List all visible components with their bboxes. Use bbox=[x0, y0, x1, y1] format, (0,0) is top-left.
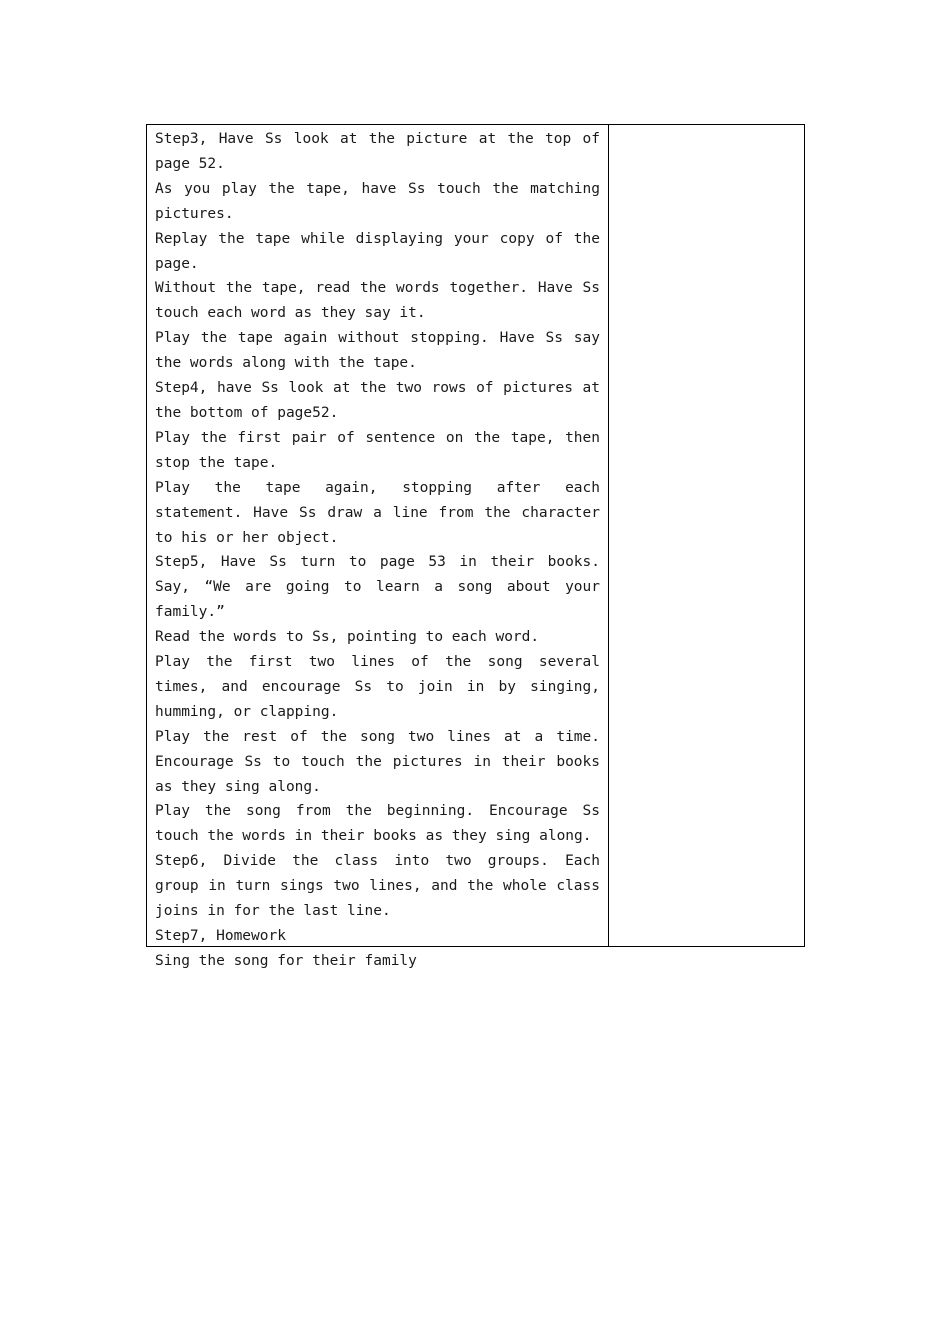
step5-from-beginning: Play the song from the beginning. Encourage Ss touch the words in their books as they sing along. bbox=[155, 803, 600, 845]
step4-intro: Step4, have Ss look at the two rows of pictures at the bottom of page52. bbox=[155, 380, 600, 421]
teaching-steps-cell bbox=[147, 125, 609, 969]
step3-play-again: Play the tape again without stopping. Have Ss say the words along with the tape. bbox=[155, 330, 600, 372]
step3-play-tape: As you play the tape, have Ss touch the matching pictures. bbox=[155, 180, 600, 222]
lesson-plan-table bbox=[146, 124, 805, 969]
step5-read-words: Read the words to Ss, pointing to each word. bbox=[155, 629, 540, 646]
step3-read-words: Without the tape, read the words together. Have Ss touch each word as they say it. bbox=[155, 280, 600, 322]
step6-groups: Step6, Divide the class into two groups. Each group in turn sings two lines, and the whole class joins in for the last line. bbox=[155, 853, 600, 920]
step5-rest-of-song: Play the rest of the song two lines at a time. Encourage Ss to touch the pictures in their books as they sing along. bbox=[155, 728, 600, 795]
step4-draw-line: Play the tape again, stopping after each statement. Have Ss draw a line from the character to his or her object. bbox=[155, 479, 600, 546]
step5-intro: Step5, Have Ss turn to page 53 in their books. Say, “We are going to learn a song about your family.” bbox=[155, 554, 600, 621]
step4-first-pair: Play the first pair of sentence on the tape, then stop the tape. bbox=[155, 429, 600, 471]
step5-first-lines: Play the first two lines of the song several times, and encourage Ss to join in by singing, humming, or clapping. bbox=[155, 654, 600, 720]
step7-homework: Step7, Homework bbox=[155, 928, 286, 944]
step3-replay-tape: Replay the tape while displaying your copy of the page. bbox=[155, 230, 600, 272]
homework-task: Sing the song for their family bbox=[155, 952, 417, 969]
step3-intro: Step3, Have Ss look at the picture at the top of page 52. bbox=[155, 131, 600, 172]
notes-cell bbox=[609, 125, 804, 946]
